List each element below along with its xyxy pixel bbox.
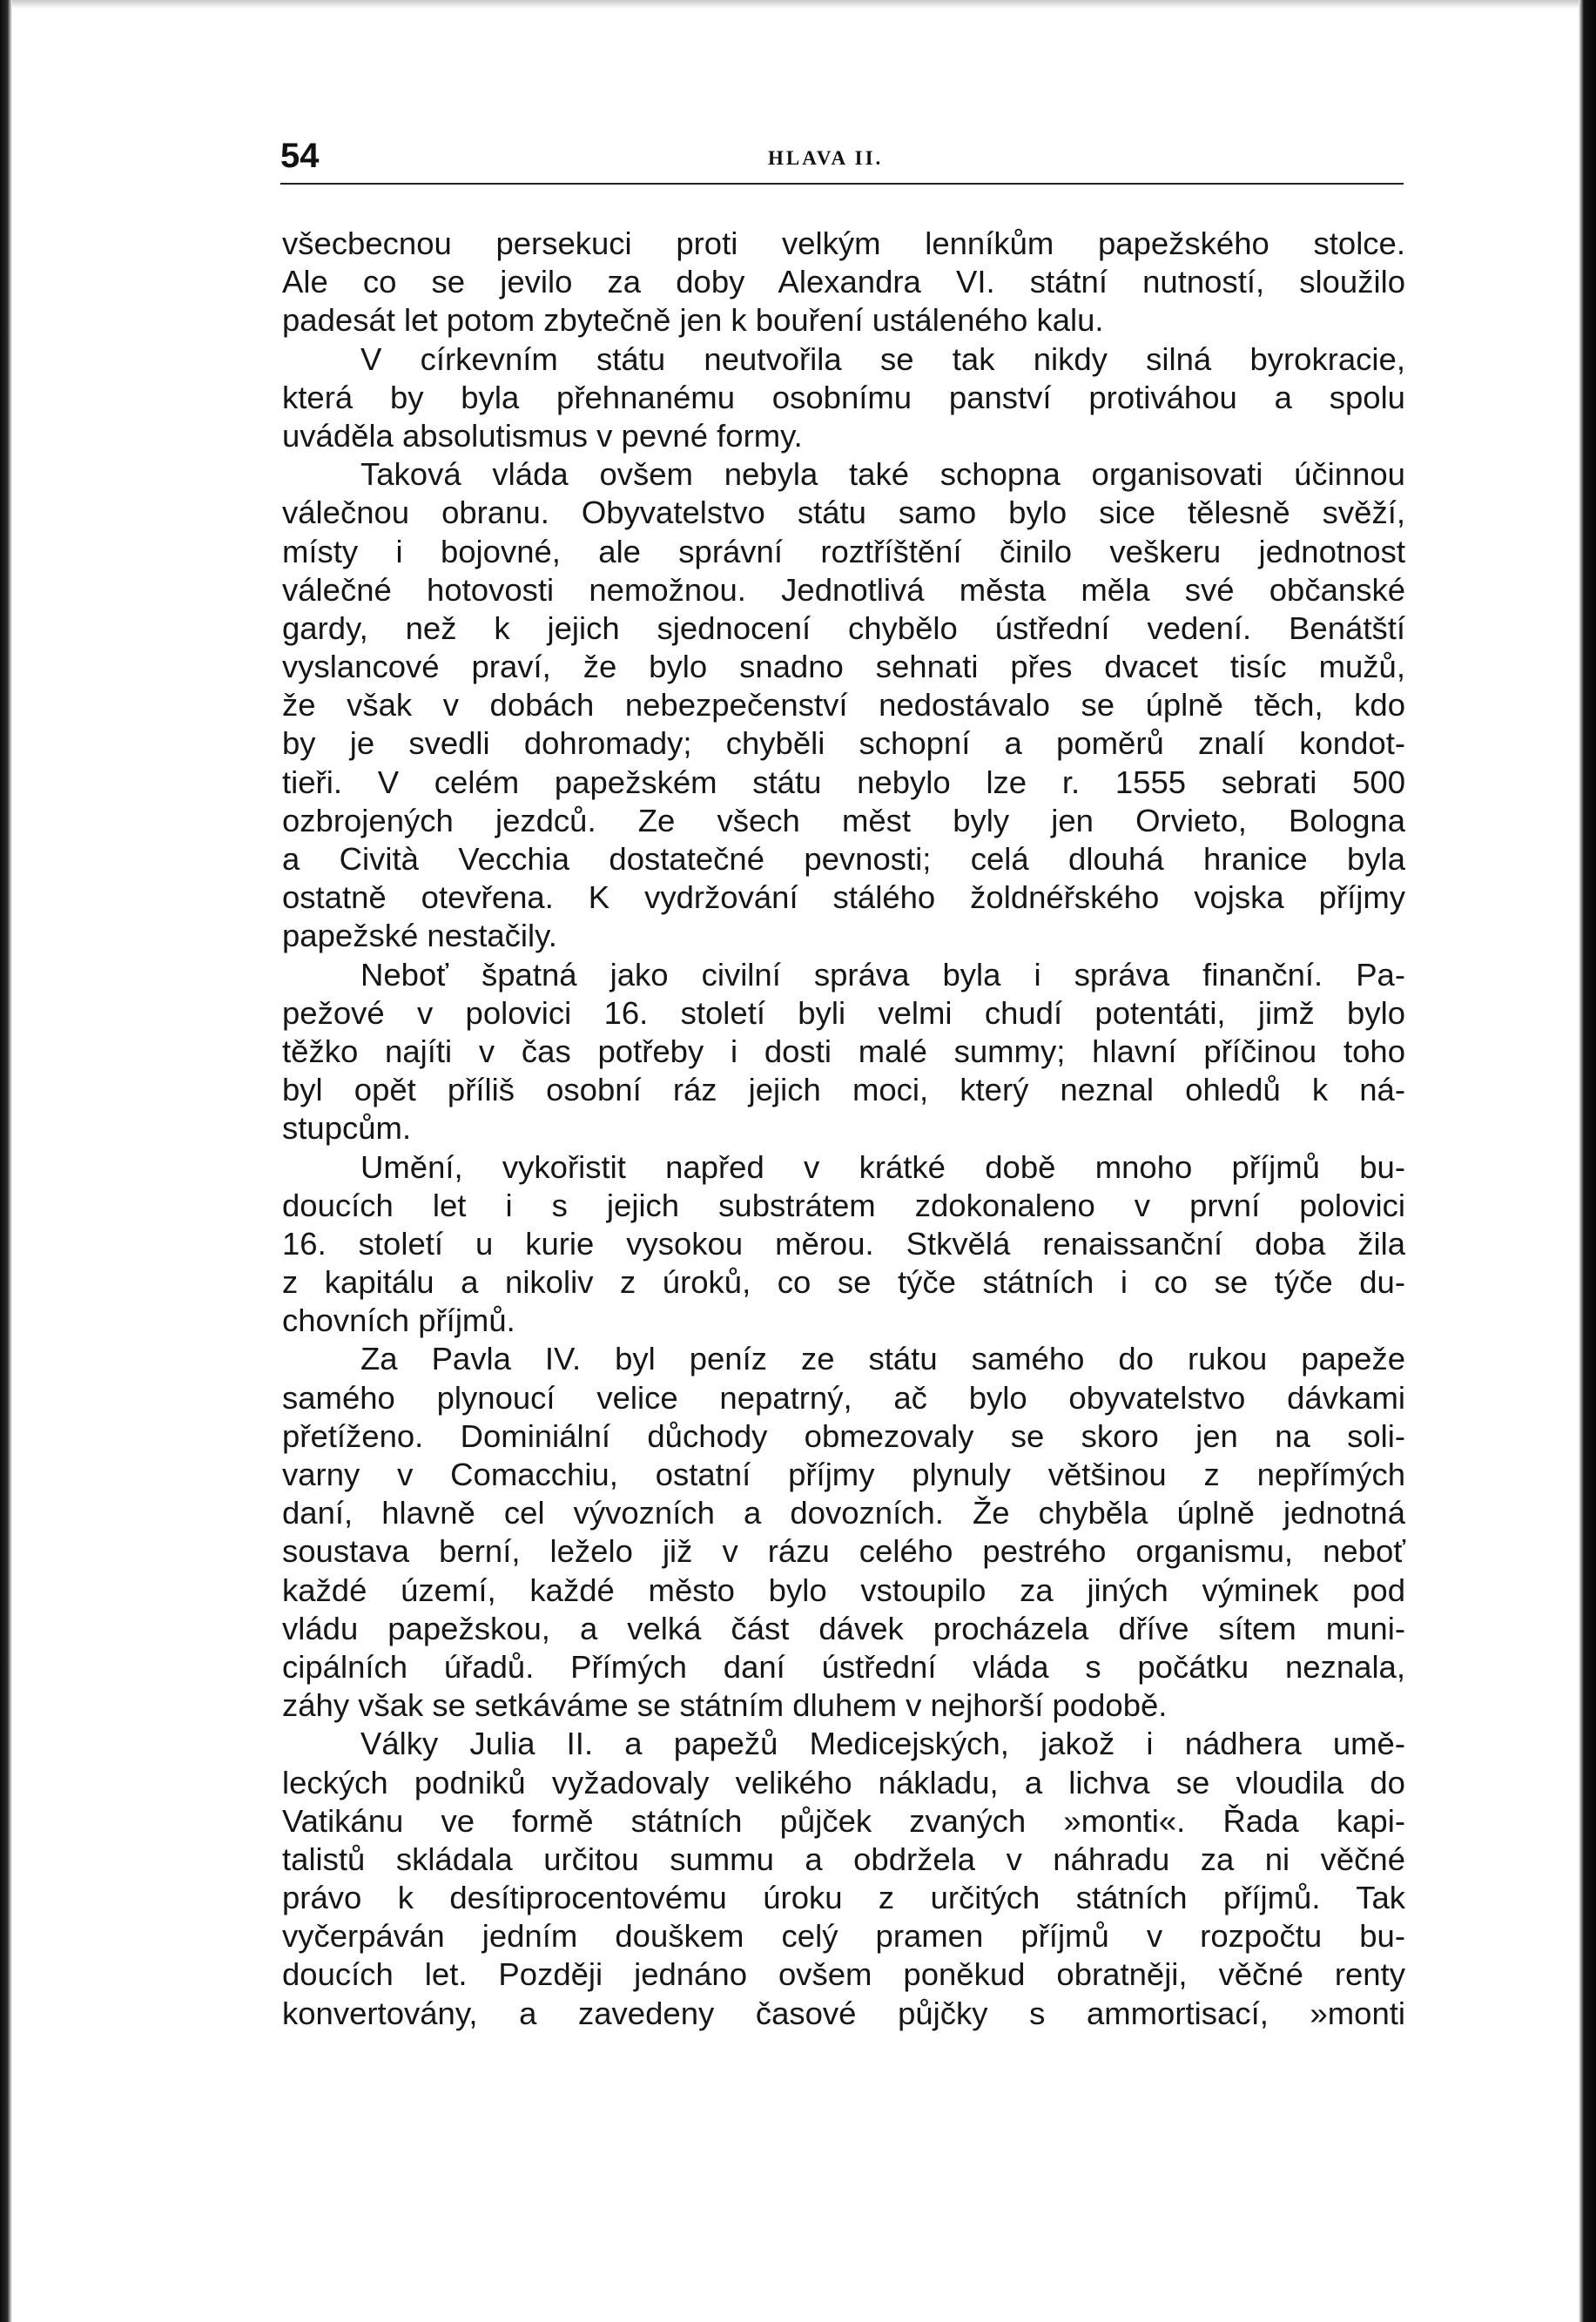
text-line: všecbecnou persekuci proti velkým lenníkům papežského stolce. bbox=[282, 225, 1405, 261]
text-line: Za Pavla IV. byl peníz ze státu samého do rukou papeže bbox=[360, 1341, 1405, 1377]
text-line: z kapitálu a nikoliv z úroků, co se týče státních i co se týče du- bbox=[282, 1264, 1405, 1301]
scan-edge-left bbox=[0, 0, 12, 2322]
text-line: těžko najíti v čas potřeby i dosti malé summy; hlavní příčinou toho bbox=[282, 1033, 1405, 1069]
text-line: konvertovány, a zavedeny časové půjčky s ammortisací, »monti bbox=[282, 1995, 1405, 2031]
page-number: 54 bbox=[280, 137, 320, 175]
text-line: která by byla přehnanému osobnímu panství protiváhou a spolu bbox=[282, 379, 1405, 415]
text-line: byl opět příliš osobní ráz jejich moci, který neznal ohledů k ná- bbox=[282, 1072, 1405, 1108]
text-line: záhy však se setkáváme se státním dluhem v nejhorší podobě. bbox=[282, 1687, 1168, 1724]
text-line: vyčerpáván jedním douškem celý pramen příjmů v rozpočtu bu- bbox=[282, 1918, 1405, 1955]
body-text bbox=[282, 225, 1405, 2033]
text-line: stupcům. bbox=[282, 1110, 412, 1147]
text-line: Vatikánu ve formě státních půjček zvaných »monti«. Řada kapi- bbox=[282, 1802, 1405, 1839]
text-line: a Cività Vecchia dostatečné pevnosti; celá dlouhá hranice byla bbox=[282, 841, 1405, 877]
text-line: by je svedli dohromady; chyběli schopní a poměrů znalí kondot- bbox=[282, 725, 1405, 762]
chapter-title: HLAVA II. bbox=[768, 147, 884, 169]
text-line: cipálních úřadů. Přímých daní ústřední vláda s počátku neznala, bbox=[282, 1648, 1405, 1685]
text-line: doucích let i s jejich substrátem zdokonaleno v první polovici bbox=[282, 1187, 1405, 1223]
text-line: papežské nestačily. bbox=[282, 918, 557, 954]
text-line: soustava berní, leželo již v rázu celého pestrého organismu, neboť bbox=[282, 1533, 1405, 1570]
text-line: válečnou obranu. Obyvatelstvo státu samo bylo sice tělesně svěží, bbox=[282, 495, 1405, 531]
text-line: válečné hotovosti nemožnou. Jednotlivá města měla své občanské bbox=[282, 571, 1405, 608]
text-line: vládu papežskou, a velká část dávek procházela dříve sítem muni- bbox=[282, 1610, 1405, 1646]
text-line: 16. století u kurie vysokou měrou. Stkvělá renaissanční doba žila bbox=[282, 1225, 1405, 1262]
text-line: varny v Comacchiu, ostatní příjmy plynuly většinou z nepřímých bbox=[282, 1457, 1405, 1492]
text-line: chovních příjmů. bbox=[282, 1302, 515, 1339]
scan-edge-right bbox=[1579, 0, 1596, 2322]
text-line: přetíženo. Dominiální důchody obmezovaly se skoro jen na soli- bbox=[282, 1417, 1405, 1454]
text-line: ostatně otevřena. K vydržování stálého žoldnéřského vojska příjmy bbox=[282, 879, 1405, 916]
text-line: V církevním státu neutvořila se tak nikdy silná byrokracie, bbox=[360, 340, 1405, 377]
text-line: tieři. V celém papežském státu nebylo lze r. 1555 sebrati 500 bbox=[282, 764, 1405, 800]
running-head bbox=[280, 135, 1404, 187]
text-line: Neboť špatná jako civilní správa byla i správa finanční. Pa- bbox=[360, 956, 1405, 993]
text-line: místy i bojovné, ale správní roztříštění činilo veškeru jednotnost bbox=[282, 533, 1405, 569]
text-line: Umění, vykořistit napřed v krátké době mnoho příjmů bu- bbox=[360, 1148, 1405, 1185]
text-line: leckých podniků vyžadovaly velikého nákladu, a lichva se vloudila do bbox=[282, 1764, 1405, 1800]
text-line: padesát let potom zbytečně jen k bouření ustáleného kalu. bbox=[282, 302, 1104, 339]
text-line: talistů skládala určitou summu a obdržela v náhradu za ni věčné bbox=[282, 1841, 1405, 1877]
text-line: že však v dobách nebezpečenství nedostávalo se úplně těch, kdo bbox=[282, 687, 1405, 724]
text-line: právo k desítiprocentovému úroku z určitých státních příjmů. Tak bbox=[282, 1880, 1405, 1916]
text-line: ozbrojených jezdců. Ze všech měst byly jen Orvieto, Bologna bbox=[282, 802, 1405, 838]
text-line: Války Julia II. a papežů Medicejských, jakož i nádhera umě- bbox=[360, 1726, 1405, 1762]
text-line: daní, hlavně cel vývozních a dovozních. Že chyběla úplně jednotná bbox=[282, 1495, 1405, 1531]
text-line: Ale co se jevilo za doby Alexandra VI. státní nutností, sloužilo bbox=[282, 264, 1405, 300]
text-line: doucích let. Později jednáno ovšem poněkud obratněji, věčné renty bbox=[282, 1956, 1405, 1993]
text-line: uváděla absolutismus v pevné formy. bbox=[282, 417, 803, 454]
text-line: samého plynoucí velice nepatrný, ač bylo obyvatelstvo dávkami bbox=[282, 1379, 1405, 1416]
header-rule bbox=[280, 183, 1404, 185]
text-line: pežové v polovici 16. století byli velmi chudí potentáti, jimž bylo bbox=[282, 994, 1405, 1031]
text-line: gardy, než k jejich sjednocení chybělo ústřední vedení. Benátští bbox=[282, 609, 1405, 646]
text-line: každé území, každé město bylo vstoupilo za jiných výminek pod bbox=[282, 1572, 1405, 1608]
text-line: Taková vláda ovšem nebyla také schopna organisovati účinnou bbox=[360, 456, 1405, 493]
text-line: vyslancové praví, že bylo snadno sehnati přes dvacet tisíc mužů, bbox=[282, 649, 1405, 685]
scan-edge-top bbox=[0, 0, 1596, 9]
